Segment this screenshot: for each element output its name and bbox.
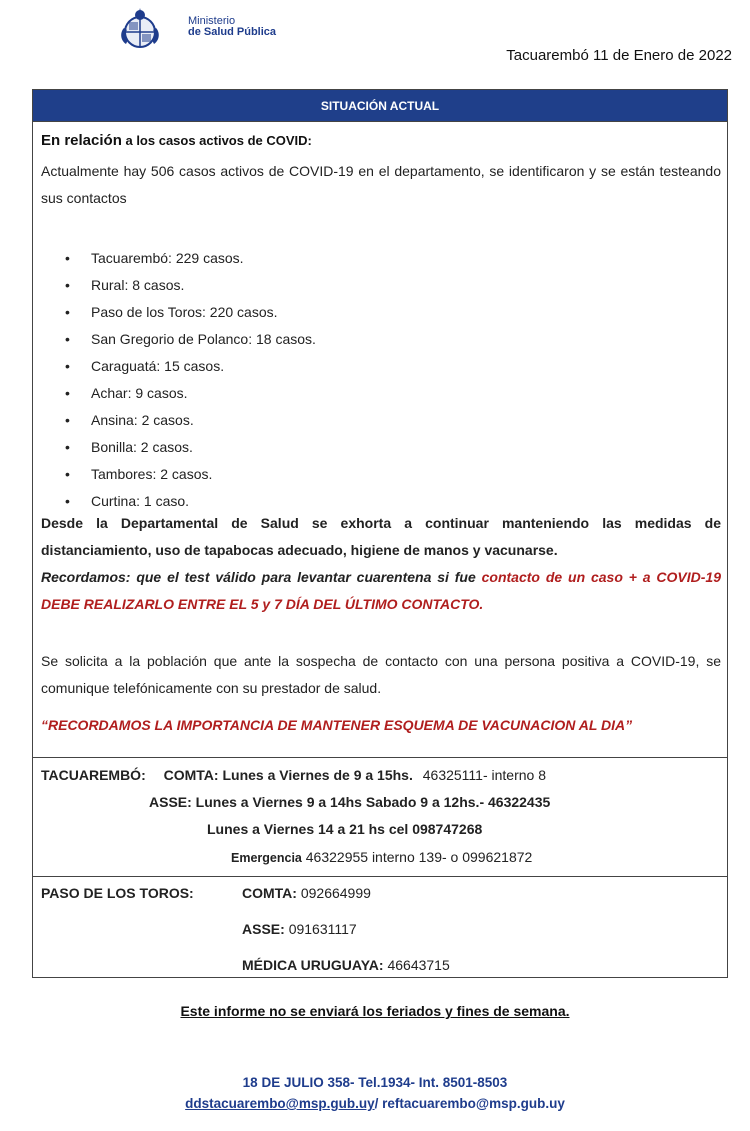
tacuarembo-comta-line [41, 767, 546, 783]
intro-paragraph: Actualmente hay 506 casos activos de COVID-19 en el departamento, se identificaron y se están testeando sus contactos [41, 163, 721, 206]
list-item: • Rural: 8 casos. [65, 272, 316, 299]
paso-asse-label: ASSE: [242, 921, 285, 937]
vaccine-note: “RECORDAMOS LA IMPORTANCIA DE MANTENER ESQUEMA DE VACUNACION AL DIA” [41, 717, 633, 733]
email-line [0, 1096, 750, 1111]
request-paragraph: Se solicita a la población que ante la sospecha de contacto con una persona positiva a COVID-19, se comunique telefónicamente con su prestador de salud. [41, 653, 721, 696]
list-item: • San Gregorio de Polanco: 18 casos. [65, 326, 316, 353]
footer-note: Este informe no se enviará los feriados y fines de semana. [180, 1003, 570, 1019]
comta-schedule: COMTA: Lunes a Viernes de 9 a 15hs. [163, 767, 413, 783]
emergency-phone: 46322955 interno 139- o 099621872 [305, 849, 533, 865]
email-link-1[interactable]: ddstacuarembo@msp.gub.uy [185, 1096, 375, 1111]
asse-schedule: ASSE: Lunes a Viernes 9 a 14hs Sabado 9 a 12hs.- 46322435 [149, 794, 551, 810]
paso-medica-label: MÉDICA URUGUAYA: [242, 957, 384, 973]
cases-list [65, 245, 316, 515]
exhort-paragraph: Desde la Departamental de Salud se exhorta a continuar manteniendo las medidas de distanciamiento, uso de tapabocas adecuado, higiene de manos y vacunarse. [41, 515, 721, 558]
tacuarembo-label: TACUAREMBÓ: [41, 767, 146, 783]
paso-asse-line [242, 921, 357, 937]
report-box [32, 89, 728, 978]
paso-comta-label: COMTA: [242, 885, 297, 901]
paso-medica-phone: 46643715 [387, 957, 450, 973]
paso-contacts [33, 877, 727, 977]
reminder-paragraph [41, 564, 721, 618]
ministry-name [188, 16, 276, 38]
list-item: • Ansina: 2 casos. [65, 407, 316, 434]
emergency-label: Emergencia [231, 851, 302, 865]
situation-section [33, 121, 727, 758]
intro-title [41, 132, 312, 149]
reminder-part-2: contacto de un caso + a COVID-19 DEBE REALIZARLO ENTRE EL 5 y 7 DÍA DEL ÚLTIMO CONTACTO. [41, 569, 721, 612]
list-item: • Bonilla: 2 casos. [65, 434, 316, 461]
logo-line-2: de Salud Pública [188, 26, 277, 38]
logo-line-1: Ministerio [188, 15, 236, 27]
intro-title-main: En relación [41, 132, 122, 149]
ministry-logo [116, 6, 416, 54]
list-item: • Caraguatá: 15 casos. [65, 353, 316, 380]
list-item: • Paso de los Toros: 220 casos. [65, 299, 316, 326]
reminder-part-1: Recordamos: que el test válido para levantar cuarentena si fue [41, 569, 482, 585]
report-date: Tacuarembó 11 de Enero de 2022 [506, 47, 732, 64]
list-item: • Tambores: 2 casos. [65, 461, 316, 488]
section-title: SITUACIÓN ACTUAL [33, 90, 727, 122]
intro-title-rest: a los casos activos de COVID: [121, 133, 312, 148]
paso-asse-phone: 091631117 [288, 921, 357, 937]
paso-comta-phone: 092664999 [300, 885, 371, 901]
comta-phone: 46325111- interno 8 [422, 767, 546, 783]
asse-evening-schedule: Lunes a Viernes 14 a 21 hs cel 098747268 [207, 821, 483, 837]
email-link-2[interactable]: reftacuarembo@msp.gub.uy [382, 1096, 565, 1111]
address-line: 18 DE JULIO 358- Tel.1934- Int. 8501-8503 [242, 1075, 508, 1090]
tacuarembo-contacts [33, 758, 727, 877]
coat-of-arms-icon [116, 6, 164, 54]
paso-label: PASO DE LOS TOROS: [41, 885, 194, 901]
list-item: • Achar: 9 casos. [65, 380, 316, 407]
paso-medica-line [242, 957, 450, 973]
list-item: • Tacuarembó: 229 casos. [65, 245, 316, 272]
emergency-line [231, 849, 532, 865]
list-item: • Curtina: 1 caso. [65, 488, 316, 515]
email-separator: / [374, 1096, 383, 1111]
paso-comta-line [242, 885, 371, 901]
